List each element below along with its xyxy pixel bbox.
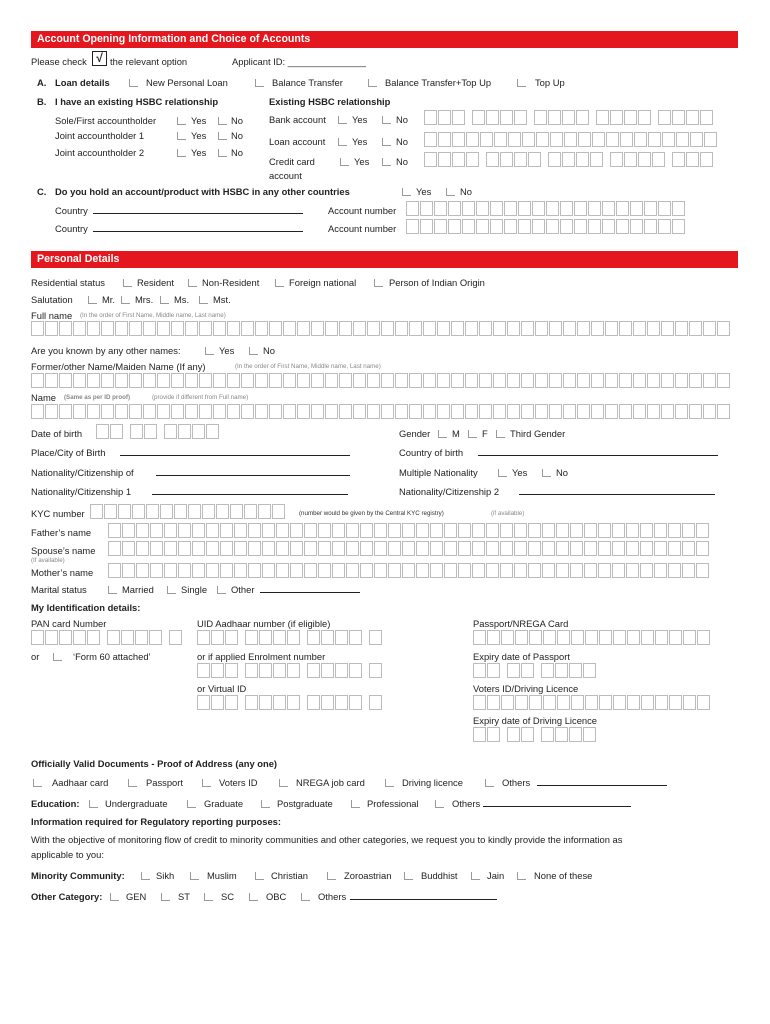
place-of-birth-field[interactable] (120, 455, 350, 456)
dob-boxes[interactable] (96, 424, 220, 439)
dl-expiry-boxes[interactable] (473, 727, 597, 742)
mst-option: Mst. (213, 294, 231, 305)
others-poa-option: Others (502, 777, 531, 788)
checkbox-loan-yes[interactable] (338, 138, 347, 146)
checkbox-multi-no[interactable] (542, 469, 551, 477)
kyc-hint: (number would be given by the Central KYC registry) (299, 510, 444, 517)
checkbox-none[interactable] (517, 872, 526, 880)
minority-label: Minority Community: (31, 870, 125, 881)
other-category-label: Other Category: (31, 891, 103, 902)
checkbox-others-poa[interactable] (485, 779, 494, 787)
spouse-name-label: Spouse’s name (31, 545, 96, 556)
checkbox-resident[interactable] (123, 279, 132, 287)
other-names-no: No (263, 345, 275, 356)
checkbox-credit-no[interactable] (382, 158, 391, 166)
opt-new-personal-loan: New Personal Loan (146, 77, 228, 88)
multi-yes: Yes (512, 467, 528, 478)
name-boxes[interactable] (31, 404, 731, 419)
checkbox-sole-yes[interactable] (177, 117, 186, 125)
checkbox-obc[interactable] (249, 893, 258, 901)
undergraduate-option: Undergraduate (105, 798, 168, 809)
passport-boxes[interactable] (473, 630, 711, 645)
passport-poa-option: Passport (146, 777, 183, 788)
checkbox-male[interactable] (438, 430, 447, 438)
checkbox-pio[interactable] (374, 279, 383, 287)
country-of-birth-field[interactable] (478, 455, 718, 456)
existing-relationship-heading: Existing HSBC relationship (269, 96, 391, 107)
checkbox-nrega[interactable] (279, 779, 288, 787)
salutation-label: Salutation (31, 294, 73, 305)
nationality-of-field[interactable] (156, 475, 350, 476)
passport-expiry-boxes[interactable] (473, 663, 597, 678)
checkbox-joint2-yes[interactable] (177, 149, 186, 157)
mother-name-boxes[interactable] (108, 563, 710, 578)
pan-boxes[interactable] (31, 630, 183, 645)
loan-account-label: Loan account (269, 136, 326, 147)
checkbox-sikh[interactable] (141, 872, 150, 880)
checkbox-other-no[interactable] (446, 188, 455, 196)
label-c: C. (37, 186, 47, 197)
checkbox-mst[interactable] (199, 296, 208, 304)
passport-label: Passport/NREGA Card (473, 618, 569, 629)
checkbox-bt-topup[interactable] (368, 79, 377, 87)
full-name-label: Full name (31, 310, 73, 321)
credit-yes: Yes (354, 156, 370, 167)
checkbox-dl-poa[interactable] (385, 779, 394, 787)
others-poa-field[interactable] (537, 785, 667, 786)
former-name-hint: (In the order of First Name, Middle name, Last name) (235, 363, 381, 370)
checkbox-gen[interactable] (110, 893, 119, 901)
nonresident-option: Non-Resident (202, 277, 260, 288)
ovd-heading: Officially Valid Documents - Proof of Address (any one) (31, 758, 278, 769)
foreign-option: Foreign national (289, 277, 357, 288)
professional-option: Professional (367, 798, 419, 809)
others-edu-option: Others (452, 798, 481, 809)
other-marital-field[interactable] (260, 592, 360, 593)
checkbox-multi-yes[interactable] (498, 469, 507, 477)
none-option: None of these (534, 870, 593, 881)
dl-expiry-label: Expiry date of Driving Licence (473, 715, 598, 726)
checkbox-female[interactable] (468, 430, 477, 438)
pan-label: PAN card Number (31, 618, 107, 629)
dl-poa-option: Driving licence (402, 777, 463, 788)
others-edu-field[interactable] (483, 806, 631, 807)
multiple-nationality-label: Multiple Nationality (399, 467, 478, 478)
checkbox-joint1-no[interactable] (218, 132, 227, 140)
identification-heading: My Identification details: (31, 602, 141, 613)
joint1-no: No (231, 130, 243, 141)
ms-option: Ms. (174, 294, 190, 305)
single-option: Single (181, 584, 208, 595)
checkbox-sole-no[interactable] (218, 117, 227, 125)
joint2-no: No (231, 147, 243, 158)
country-label-1: Country (55, 205, 88, 216)
former-name-label: Former/other Name/Maiden Name (If any) (31, 361, 206, 372)
pio-option: Person of Indian Origin (389, 277, 485, 288)
form60-option: ‘Form 60 attached’ (73, 651, 151, 662)
loan-no: No (396, 136, 408, 147)
checkbox-christian[interactable] (255, 872, 264, 880)
credit-card-boxes[interactable] (424, 152, 714, 167)
loan-details-label: Loan details (55, 77, 110, 88)
bank-account-label: Bank account (269, 114, 326, 125)
checkbox-voter-poa[interactable] (202, 779, 211, 787)
credit-card-label: Credit card (269, 156, 315, 167)
gender-label: Gender (399, 428, 431, 439)
checkbox-passport-poa[interactable] (128, 779, 137, 787)
loan-yes: Yes (352, 136, 368, 147)
virtual-id-boxes[interactable] (197, 695, 383, 710)
checkbox-mrs[interactable] (121, 296, 130, 304)
opt-bt-topup: Balance Transfer+Top Up (385, 77, 492, 88)
name-hint: (provide if different from Full name) (152, 394, 249, 401)
marital-status-label: Marital status (31, 584, 87, 595)
voters-dl-boxes[interactable] (473, 695, 711, 710)
gen-option: GEN (126, 891, 147, 902)
country-field-2[interactable] (93, 231, 303, 232)
applicant-id-field[interactable]: Applicant ID: _______________ (232, 56, 366, 67)
checkbox-joint1-yes[interactable] (177, 132, 186, 140)
please-check-text: Please check (31, 56, 87, 67)
gender-m: M (452, 428, 460, 439)
other-marital-option: Other (231, 584, 255, 595)
checkbox-muslim[interactable] (190, 872, 199, 880)
name-same-as-id: (Same as per ID proof) (64, 394, 131, 401)
existing-relationship-question: I have an existing HSBC relationship (55, 96, 219, 107)
jain-option: Jain (487, 870, 505, 881)
mother-name-label: Mother’s name (31, 567, 94, 578)
checkbox-jain[interactable] (471, 872, 480, 880)
account-number-label-1: Account number (328, 205, 397, 216)
bank-no: No (396, 114, 408, 125)
mr-option: Mr. (102, 294, 116, 305)
opt-balance-transfer: Balance Transfer (272, 77, 343, 88)
enrolment-boxes[interactable] (197, 663, 383, 678)
checkbox-professional[interactable] (351, 800, 360, 808)
nationality-of-label: Nationality/Citizenship of (31, 467, 134, 478)
graduate-option: Graduate (204, 798, 244, 809)
multi-no: No (556, 467, 568, 478)
place-of-birth-label: Place/City of Birth (31, 447, 106, 458)
checkbox-others-category[interactable] (301, 893, 310, 901)
objective-text-2: applicable to you: (31, 849, 104, 860)
checkbox-undergraduate[interactable] (89, 800, 98, 808)
checkbox-ms[interactable] (160, 296, 169, 304)
opt-topup: Top Up (535, 77, 565, 88)
loan-account-boxes[interactable] (424, 132, 718, 147)
full-name-boxes[interactable] (31, 321, 731, 336)
checkbox-loan-no[interactable] (382, 138, 391, 146)
section-header-account-opening: Account Opening Information and Choice of Accounts (31, 31, 738, 48)
account-number-boxes-1[interactable] (406, 201, 686, 216)
voters-dl-label: Voters ID/Driving Licence (473, 683, 579, 694)
joint-accountholder-2: Joint accountholder 2 (55, 147, 145, 158)
enrolment-label: or if applied Enrolment number (197, 651, 326, 662)
bank-yes: Yes (352, 114, 368, 125)
account-number-label-2: Account number (328, 223, 397, 234)
checkbox-form60[interactable] (53, 653, 62, 661)
credit-card-label-2: account (269, 170, 302, 181)
joint2-yes: Yes (191, 147, 207, 158)
sc-option: SC (221, 891, 235, 902)
checkbox-graduate[interactable] (187, 800, 196, 808)
bank-account-boxes[interactable] (424, 110, 714, 125)
aadhaar-option: Aadhaar card (52, 777, 109, 788)
credit-no: No (396, 156, 408, 167)
mrs-option: Mrs. (135, 294, 154, 305)
married-option: Married (122, 584, 154, 595)
checkbox-mr[interactable] (88, 296, 97, 304)
christian-option: Christian (271, 870, 308, 881)
father-name-boxes[interactable] (108, 523, 710, 538)
nationality-2-field[interactable] (519, 494, 715, 495)
account-number-boxes-2[interactable] (406, 219, 686, 234)
checkbox-balance-transfer[interactable] (255, 79, 264, 87)
dob-label: Date of birth (31, 428, 83, 439)
obc-option: OBC (266, 891, 287, 902)
or-label: or (31, 651, 40, 662)
gender-third: Third Gender (510, 428, 566, 439)
other-names-question: Are you known by any other names: (31, 345, 181, 356)
checkbox-other-marital[interactable] (217, 586, 226, 594)
kyc-boxes[interactable] (90, 504, 286, 519)
spouse-name-boxes[interactable] (108, 541, 710, 556)
full-name-hint: (In the order of First Name, Middle name, Last name) (80, 312, 226, 319)
checkbox-buddhist[interactable] (404, 872, 413, 880)
other-no: No (460, 186, 472, 197)
st-option: ST (178, 891, 190, 902)
buddhist-option: Buddhist (421, 870, 458, 881)
country-field-1[interactable] (93, 213, 303, 214)
spouse-if-available: (If available) (31, 557, 65, 564)
muslim-option: Muslim (207, 870, 237, 881)
checkmark-icon: √ (92, 51, 107, 66)
virtual-id-label: or Virtual ID (197, 683, 247, 694)
sikh-option: Sikh (156, 870, 175, 881)
objective-text-1: With the objective of monitoring flow of credit to minority communities and other categories, we request you to kindly provide the information as (31, 834, 623, 845)
kyc-label: KYC number (31, 508, 85, 519)
checkbox-others-edu[interactable] (435, 800, 444, 808)
sole-accountholder: Sole/First accountholder (55, 115, 157, 126)
regulatory-heading: Information required for Regulatory reporting purposes: (31, 816, 282, 827)
checkbox-aadhaar[interactable] (33, 779, 42, 787)
joint-accountholder-1: Joint accountholder 1 (55, 130, 145, 141)
checkbox-other-yes[interactable] (402, 188, 411, 196)
kyc-hint-available: (if available) (491, 510, 525, 517)
label-b: B. (37, 96, 47, 107)
checkbox-bank-yes[interactable] (338, 116, 347, 124)
other-names-yes: Yes (219, 345, 235, 356)
checkbox-zoroastrian[interactable] (327, 872, 336, 880)
checkbox-nonresident[interactable] (188, 279, 197, 287)
section-header-personal-details: Personal Details (31, 251, 738, 268)
sole-yes: Yes (191, 115, 207, 126)
others-category-option: Others (318, 891, 347, 902)
checkbox-foreign[interactable] (275, 279, 284, 287)
checkbox-sc[interactable] (204, 893, 213, 901)
checkbox-joint2-no[interactable] (218, 149, 227, 157)
nationality-1-label: Nationality/Citizenship 1 (31, 486, 132, 497)
checkbox-new-loan[interactable] (129, 79, 138, 87)
residential-status-label: Residential status (31, 277, 105, 288)
checkbox-credit-yes[interactable] (340, 158, 349, 166)
gender-f: F (482, 428, 488, 439)
uid-boxes[interactable] (197, 630, 383, 645)
checkbox-bank-no[interactable] (382, 116, 391, 124)
checkbox-single[interactable] (167, 586, 176, 594)
checkbox-other-names-no[interactable] (249, 347, 258, 355)
nrega-option: NREGA job card (296, 777, 365, 788)
other-countries-question: Do you hold an account/product with HSBC in any other countries (55, 186, 350, 197)
nationality-2-label: Nationality/Citizenship 2 (399, 486, 500, 497)
uid-label: UID Aadhaar number (if eligible) (197, 618, 331, 629)
sole-no: No (231, 115, 243, 126)
country-of-birth-label: Country of birth (399, 447, 464, 458)
checkbox-postgraduate[interactable] (261, 800, 270, 808)
education-label: Education: (31, 798, 80, 809)
label-a: A. (37, 77, 47, 88)
zoroastrian-option: Zoroastrian (344, 870, 392, 881)
former-name-boxes[interactable] (31, 373, 731, 388)
voter-poa-option: Voters ID (219, 777, 258, 788)
checkbox-third-gender[interactable] (496, 430, 505, 438)
checkbox-married[interactable] (108, 586, 117, 594)
relevant-option-text: the relevant option (110, 56, 188, 67)
passport-expiry-label: Expiry date of Passport (473, 651, 570, 662)
checkbox-topup[interactable] (517, 79, 526, 87)
other-yes: Yes (416, 186, 432, 197)
nationality-1-field[interactable] (152, 494, 348, 495)
others-category-field[interactable] (350, 899, 497, 900)
resident-option: Resident (137, 277, 175, 288)
country-label-2: Country (55, 223, 88, 234)
father-name-label: Father’s name (31, 527, 92, 538)
name-label: Name (31, 392, 57, 403)
joint1-yes: Yes (191, 130, 207, 141)
checkbox-st[interactable] (161, 893, 170, 901)
postgraduate-option: Postgraduate (277, 798, 333, 809)
checkbox-other-names-yes[interactable] (205, 347, 214, 355)
